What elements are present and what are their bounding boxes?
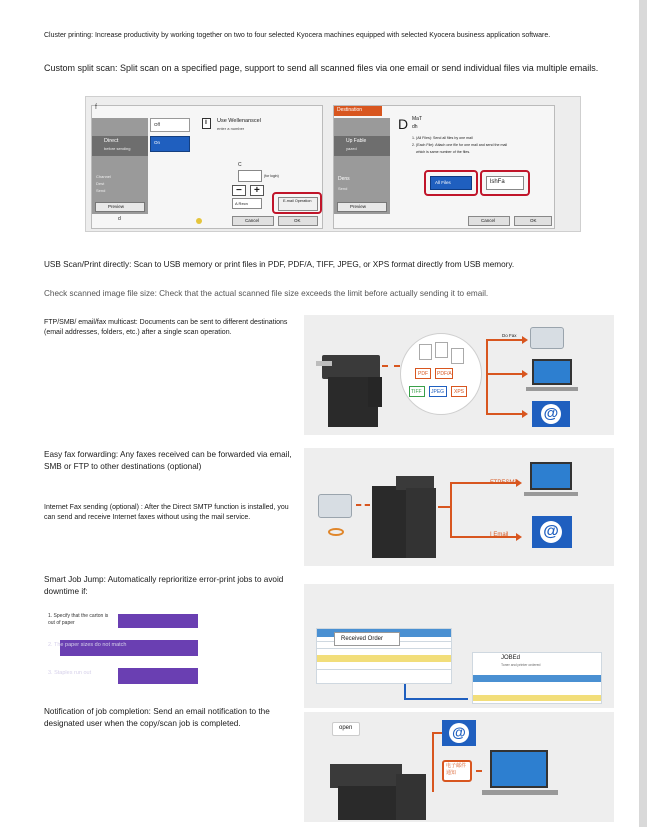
printer-side (368, 377, 382, 407)
right-cancel-button[interactable]: Cancel (468, 216, 510, 226)
file-formats-circle (400, 333, 482, 415)
received-order-title: Received Order (334, 632, 400, 646)
option-off[interactable]: Off (150, 118, 190, 132)
laptop-base (524, 492, 578, 496)
all-files-highlight (424, 170, 478, 196)
right-sub: dh (412, 124, 418, 130)
right-ok-button[interactable]: OK (514, 216, 552, 226)
page-label: (for login) (264, 174, 279, 178)
highlight-row (317, 655, 451, 662)
right-tab: Destination (334, 106, 382, 116)
split-scan-screenshot (85, 96, 581, 232)
left-ok-button[interactable]: OK (278, 216, 318, 226)
email-icon (532, 516, 572, 548)
at-sign-icon: @ (449, 723, 469, 743)
c-label: C (238, 162, 242, 168)
arrow-to-email (486, 413, 522, 415)
printer-body (406, 488, 436, 558)
ftp-smb-label: FTPESMB (490, 480, 519, 486)
job-order-table: JOBEd Toner and printer ordered (472, 652, 602, 704)
arrow-to-laptop (486, 373, 522, 375)
printer-icon (372, 486, 406, 558)
fax-icon (530, 327, 564, 349)
left-cancel-button[interactable]: Cancel (232, 216, 274, 226)
dashed-arrow (382, 365, 400, 367)
signal-icon (328, 528, 344, 536)
arrow-head (522, 336, 528, 344)
right-menu-send: Send (338, 186, 348, 191)
laptop-base (482, 790, 558, 795)
printer-icon (322, 355, 380, 379)
laptop-icon (490, 750, 548, 788)
menu-dest: Dest (96, 181, 105, 186)
right-line-1: 1. (All Files): Send all files by one mail (412, 136, 473, 140)
left-sub: enter a number (217, 126, 245, 131)
left-menu-selected[interactable] (92, 136, 148, 156)
page-edge (639, 0, 647, 827)
printer-body (338, 786, 398, 820)
option-on[interactable]: On (150, 136, 190, 152)
email-icon (442, 720, 476, 746)
xps-badge: XPS (451, 386, 467, 397)
job-jump-item-1: 1. Specify that the carton is out of paper (48, 613, 109, 626)
path-line (432, 732, 434, 792)
jpeg-badge: JPEG (429, 386, 447, 397)
branch-line (486, 339, 488, 415)
printer-icon (330, 764, 402, 788)
branch-line (450, 482, 452, 538)
each-file-highlight (480, 170, 530, 196)
email-operation-button[interactable]: E-mail Operation (278, 197, 318, 211)
job-jump-item-2: 2. The paper sizes do not match (48, 642, 127, 648)
right-big-letter: D (398, 116, 409, 132)
arrow-head (516, 533, 522, 541)
fax-machine-icon (318, 494, 352, 518)
all-files-button[interactable]: All Files (430, 176, 472, 190)
multicast-illustration (304, 315, 614, 435)
email-operation-highlight (272, 192, 322, 214)
info-icon: i (202, 118, 211, 129)
pdf-badge: PDF (415, 368, 431, 379)
tiff-badge: TIFF (409, 386, 425, 397)
arrow-to-laptop (476, 770, 482, 772)
menu-direct: Direct (104, 138, 119, 144)
highlight-row (473, 695, 601, 701)
highlight-bar (118, 614, 198, 628)
split-scan-text: Custom split scan: Split scan on a specified page, support to send all scanned files via one email or send individual files via multiple emails. (44, 63, 599, 73)
left-menu (92, 118, 148, 214)
do-fax-label: Do Fax (502, 333, 517, 338)
right-line-2: 2. (Each File): Attach one file for one mail and send the mail (412, 143, 508, 147)
dashed-arrow (356, 504, 370, 506)
email-icon (532, 401, 570, 427)
arrow-head (522, 370, 528, 378)
arrow-out (438, 506, 450, 508)
minus-button[interactable]: − (232, 185, 246, 196)
printer-side (396, 774, 426, 820)
notification-text: Notification of job completion: Send an email notification to the designated user when the copy/scan job is completed. (44, 707, 270, 728)
printer-tray (316, 361, 332, 366)
multicast-text: FTP/SMB/ email/fax multicast: Documents can be sent to different destinations (email addresses, folders, etc.) after a single scan operation. (44, 319, 288, 336)
laptop-base (526, 387, 578, 391)
job-jump-text: Smart Job Jump: Automatically reprioritize error-print jobs to avoid downtime if: (44, 575, 284, 596)
cluster-printing-text: Cluster printing: Increase productivity by working together on two to four selected Kyocera machines equipped with selected Kyocera business application software. (44, 32, 551, 39)
laptop-icon (530, 462, 572, 490)
right-menu-selected[interactable]: Up Fable yazed (334, 136, 390, 156)
at-sign-icon: @ (540, 521, 562, 543)
document-icon (435, 342, 448, 358)
right-panel (333, 105, 555, 229)
page-number-field[interactable] (238, 170, 262, 182)
left-foot: d (118, 216, 121, 222)
move-arrow (404, 684, 406, 700)
job-jump-illustration (304, 584, 614, 708)
plus-button[interactable]: + (250, 185, 264, 196)
path-line (432, 732, 442, 734)
left-panel (91, 105, 323, 229)
left-preview-button[interactable]: Preview (95, 202, 145, 212)
table-row (317, 669, 451, 670)
document-icon (451, 348, 464, 364)
internet-fax-text: Internet Fax sending (optional) : After the Direct SMTP function is installed, you can send and receive Internet faxes without using the mail service. (44, 504, 289, 521)
at-sign-icon: @ (541, 404, 561, 424)
email-notice-box: 电子邮件 通知 (442, 760, 472, 782)
job-jump-item-3: 3. Staples run out (48, 670, 92, 676)
notification-illustration (304, 712, 614, 822)
arrow-to-fax (486, 339, 522, 341)
right-line-3: which is same number of the files. (416, 150, 471, 154)
right-menu (334, 118, 390, 214)
check-file-size-text: Check scanned image file size: Check that the actual scanned file size exceeds the limit before actually sending it to email. (44, 289, 489, 298)
fax-forwarding-illustration (304, 448, 614, 566)
arrow-head (522, 410, 528, 418)
table-header (473, 675, 601, 682)
right-menu-dens: Dens (338, 176, 350, 182)
right-title: MaT (412, 116, 422, 122)
pdfa-badge: PDF/A (435, 368, 453, 379)
menu-channel: Channel (96, 174, 111, 179)
email-label: I Email (490, 532, 509, 538)
highlight-bar (118, 668, 198, 684)
menu-send: Send (96, 188, 106, 193)
laptop-icon (532, 359, 572, 385)
open-label-box: open (332, 722, 360, 736)
document-icon (419, 344, 432, 360)
usb-scan-text: USB Scan/Print directly: Scan to USB memory or print files in PDF, PDF/A, TIFF, JPEG, or XPS format directly from USB memory. (44, 260, 515, 269)
fax-forwarding-text: Easy fax forwarding: Any faxes received can be forwarded via email, SMB or FTP to other destinations (optional) (44, 450, 292, 471)
left-tab-label: f (95, 104, 97, 111)
status-light-icon (196, 218, 202, 224)
menu-before-sending: before sending (104, 146, 131, 151)
move-arrow (404, 698, 468, 700)
each-file-button[interactable]: lshFa (486, 176, 524, 190)
right-preview-button[interactable]: Preview (337, 202, 387, 212)
recn-checkbox[interactable]: A Recn (232, 198, 262, 209)
left-title: Use Wellenanscel (217, 118, 261, 124)
table-row (317, 648, 451, 649)
